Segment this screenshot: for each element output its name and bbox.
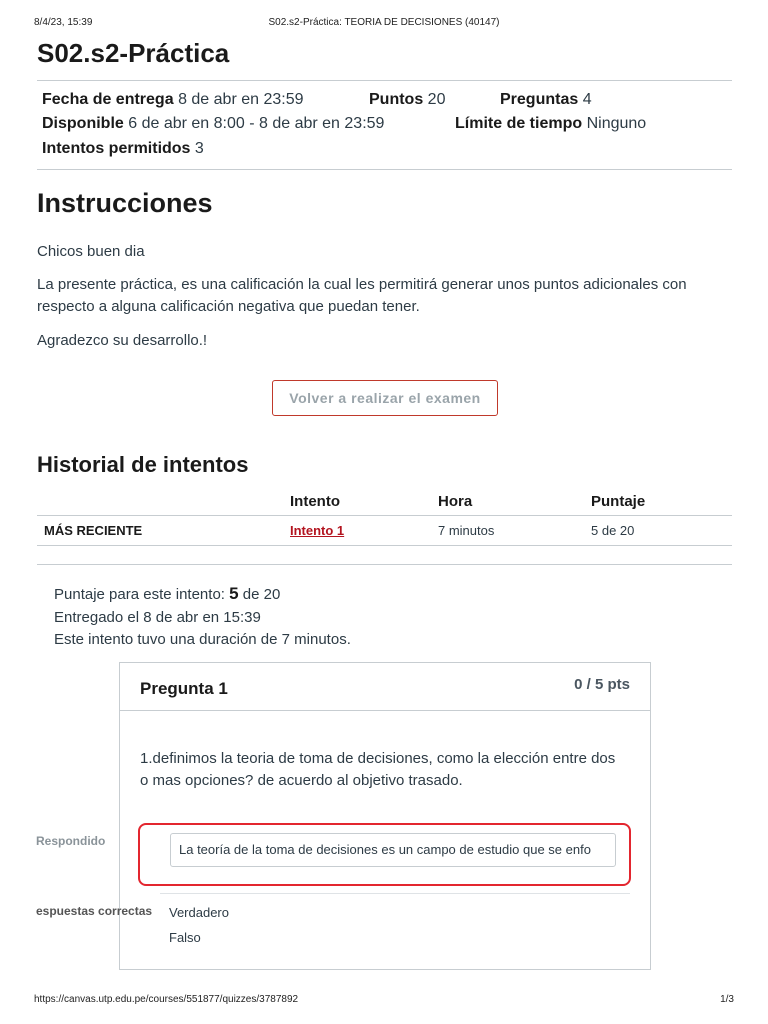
time-limit (455, 115, 646, 133)
attempt-time: 7 minutos (438, 523, 495, 538)
correct-answer-option: Verdadero (169, 905, 229, 920)
score-value: 5 (229, 584, 239, 603)
score-prefix: Puntaje para este intento: (54, 586, 225, 603)
column-header-time: Hora (438, 493, 473, 510)
print-title: S02.s2-Práctica: TEORIA DE DECISIONES (40147) (268, 17, 500, 28)
due-date (42, 91, 304, 109)
print-url: https://canvas.utp.edu.pe/courses/551877/quizzes/3787892 (34, 994, 299, 1005)
points-value: 20 (427, 91, 446, 108)
score-suffix: de 20 (242, 586, 281, 603)
divider (37, 80, 732, 81)
print-date: 8/4/23, 15:39 (34, 17, 93, 28)
answered-label: Respondido (36, 834, 106, 848)
questions-count (500, 91, 592, 109)
due-date-value: 8 de abr en 23:59 (178, 91, 304, 108)
divider (37, 169, 732, 170)
question-title: Pregunta 1 (140, 679, 228, 698)
points (369, 91, 445, 109)
time-limit-value: Ninguno (586, 115, 647, 132)
attempt-score-summary (54, 584, 280, 604)
points-label: Puntos (369, 91, 424, 108)
availability-label: Disponible (42, 115, 124, 132)
question-header (120, 663, 650, 711)
attempts-value: 3 (194, 140, 204, 157)
instructions-heading: Instrucciones (37, 188, 213, 218)
table-divider (37, 515, 732, 516)
print-header (34, 17, 734, 29)
divider (37, 564, 732, 565)
instructions-paragraph: La presente práctica, es una calificación la cual les permitirá generar unos puntos adicionales con respecto a alguna calificación negativa que puedan tener. (37, 276, 687, 315)
due-date-label: Fecha de entrega (42, 91, 174, 108)
answer-divider (160, 893, 630, 894)
instructions-paragraph: Chicos buen dia (37, 243, 145, 260)
availability-value: 6 de abr en 8:00 - 8 de abr en 23:59 (128, 115, 385, 132)
table-divider (37, 545, 732, 546)
correct-answer-option: Falso (169, 930, 201, 945)
most-recent-label: MÁS RECIENTE (44, 523, 143, 538)
attempts-label: Intentos permitidos (42, 140, 191, 157)
column-header-attempt: Intento (290, 493, 340, 510)
availability (42, 115, 384, 133)
question-card (119, 662, 651, 970)
attempt-score: 5 de 20 (591, 523, 635, 538)
answer-field: La teoría de la toma de decisiones es un campo de estudio que se enfo (170, 833, 616, 867)
page-title: S02.s2-Práctica (37, 38, 230, 68)
time-limit-label: Límite de tiempo (455, 115, 583, 132)
attempt-duration: Este intento tuvo una duración de 7 minutos. (54, 631, 351, 648)
question-points: 0 / 5 pts (574, 676, 630, 693)
print-footer (34, 994, 734, 1005)
instructions-paragraph: Agradezco su desarrollo.! (37, 332, 208, 349)
questions-label: Preguntas (500, 91, 579, 108)
retake-quiz-button[interactable]: Volver a realizar el examen (272, 380, 498, 416)
attempt-history-heading: Historial de intentos (37, 452, 249, 477)
column-header-score: Puntaje (591, 493, 646, 510)
attempts-allowed (42, 140, 204, 158)
question-text: 1.definimos la teoria de toma de decisiones, como la elección entre dos o mas opciones? de acuerdo al objetivo trasado. (140, 750, 616, 789)
questions-value: 4 (582, 91, 592, 108)
submitted-date: Entregado el 8 de abr en 15:39 (54, 609, 261, 626)
print-page-number: 1/3 (720, 994, 734, 1005)
attempt-1-link[interactable]: Intento 1 (290, 523, 345, 538)
correct-answers-label: espuestas correctas (36, 904, 153, 918)
